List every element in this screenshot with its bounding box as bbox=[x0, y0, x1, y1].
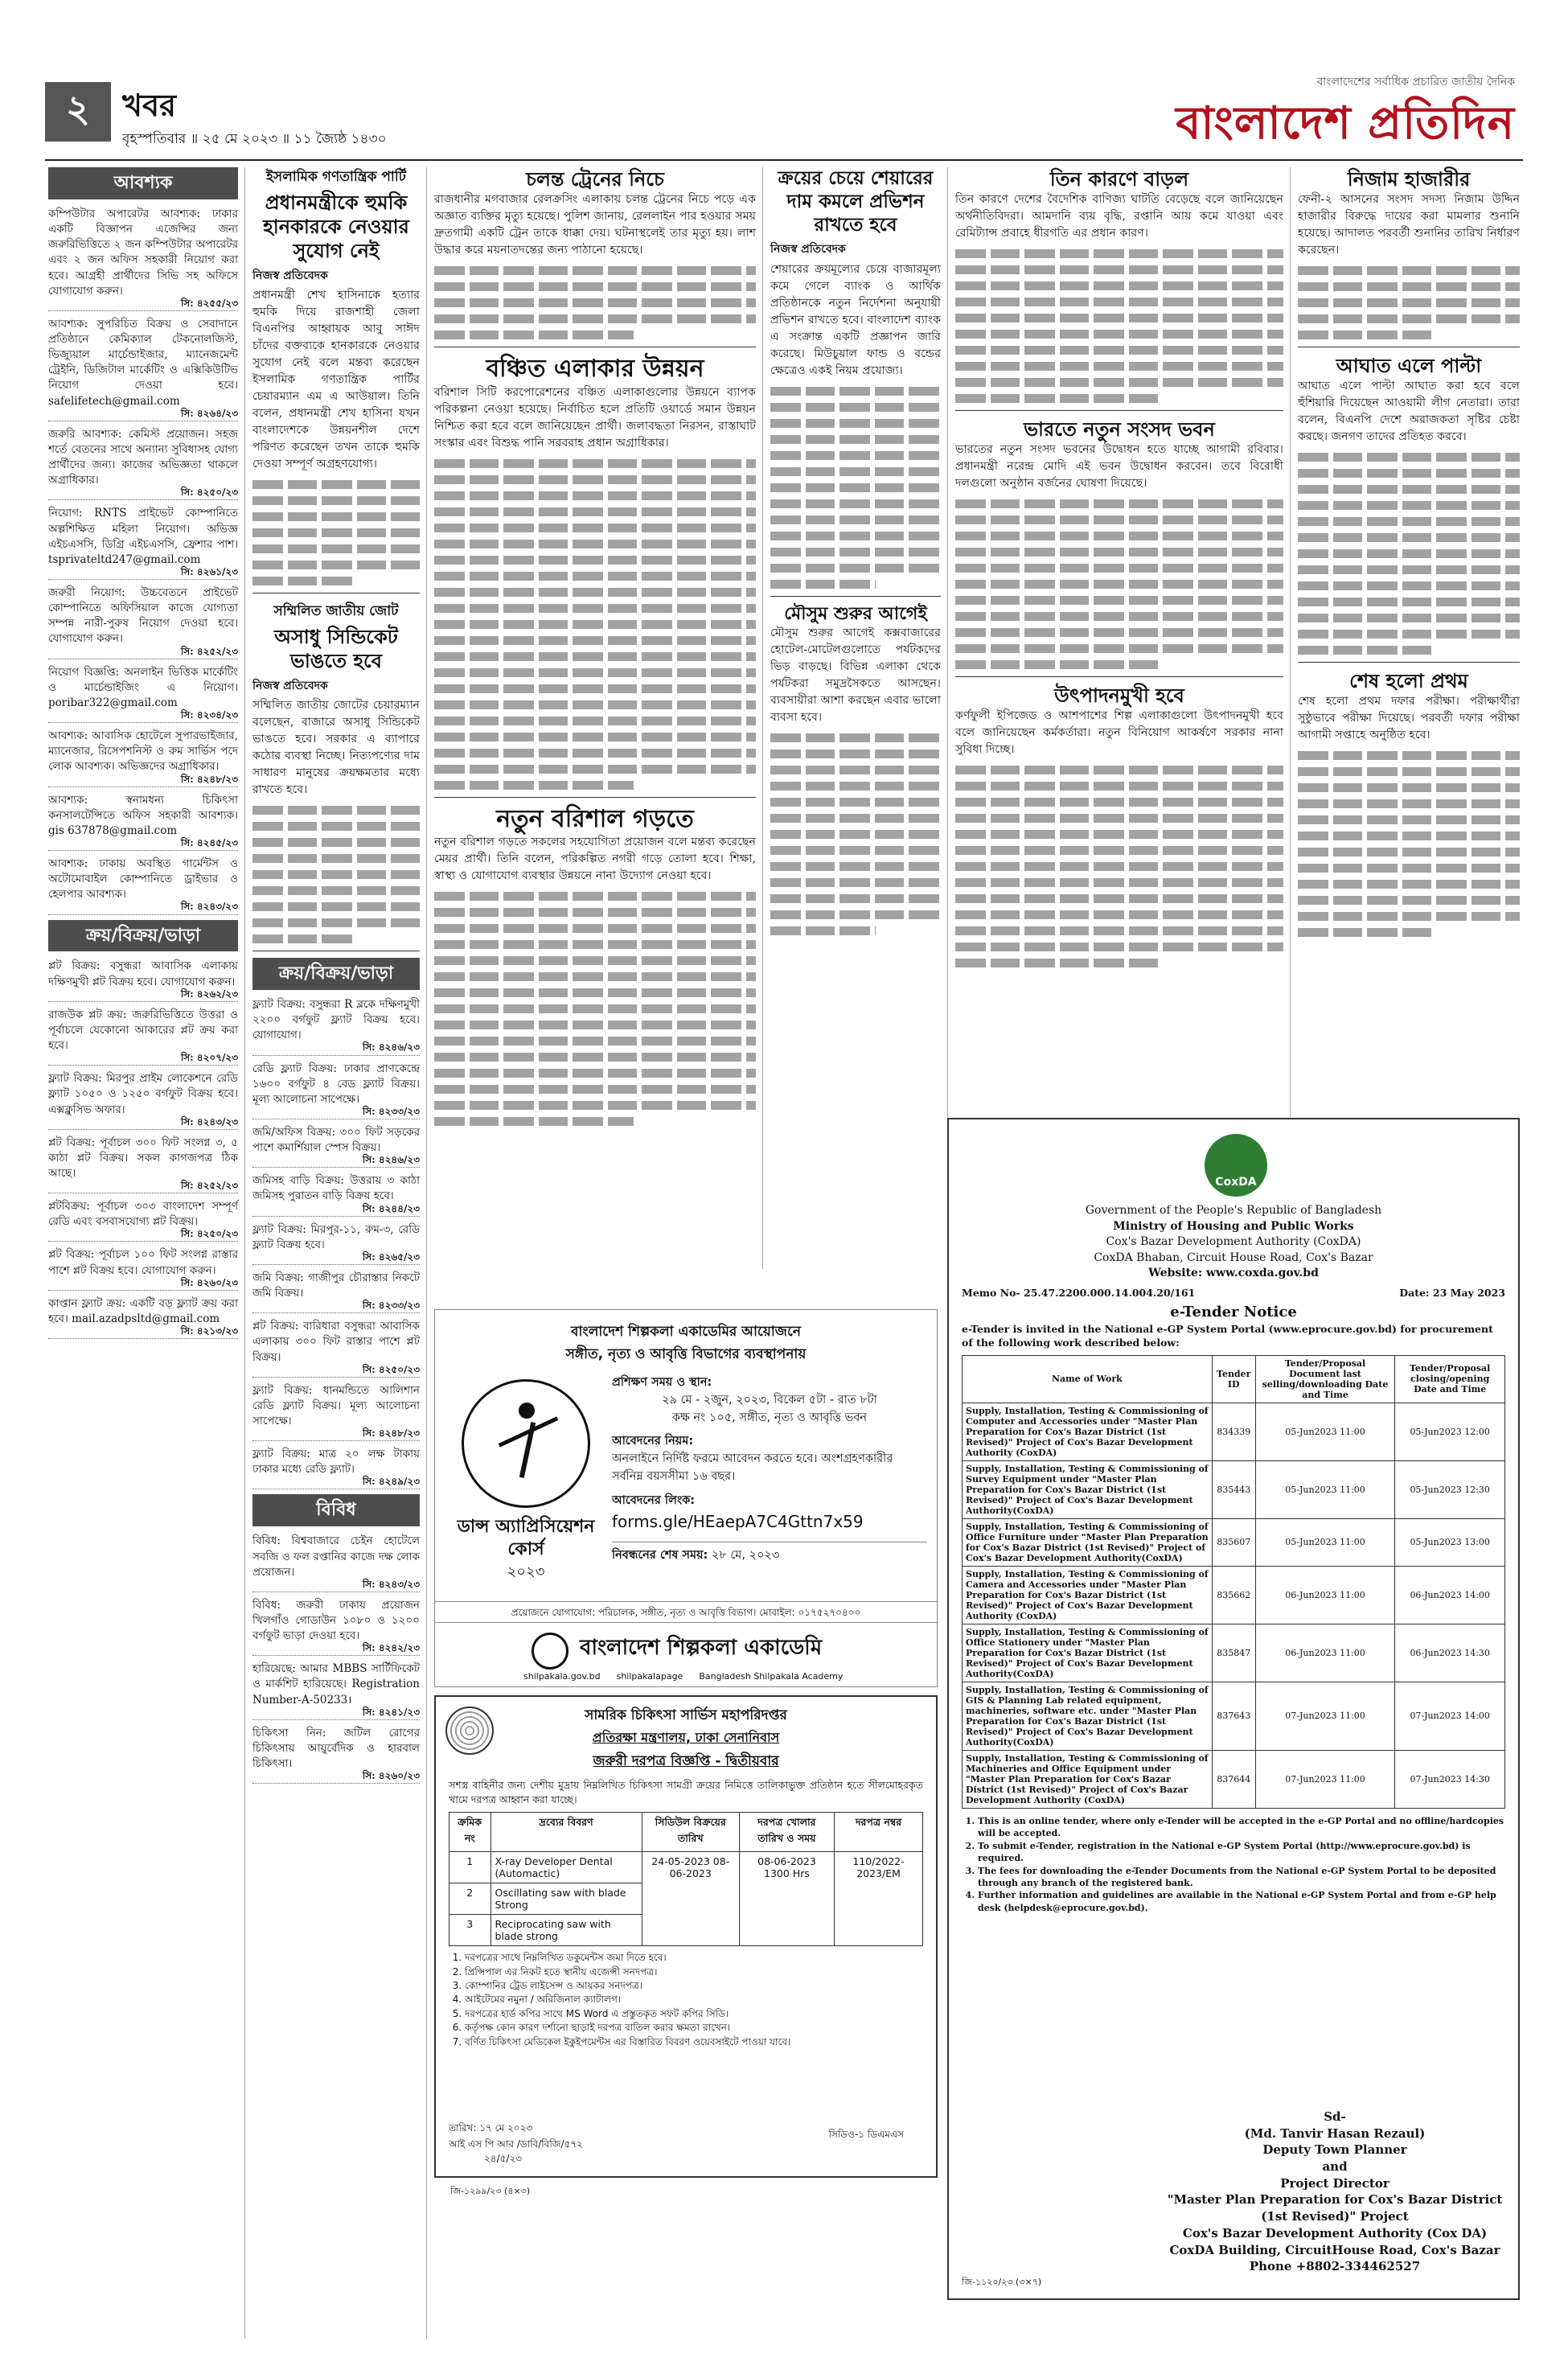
table-header: Tender ID bbox=[1212, 1355, 1255, 1403]
table-row bbox=[963, 1566, 1505, 1624]
table-header: Tender/Proposal closing/opening Date and Time bbox=[1395, 1355, 1505, 1403]
table-header: Name of Work bbox=[963, 1355, 1213, 1403]
tender-number: 110/2022-2023/EM bbox=[835, 1852, 923, 1946]
classified-code: সি: ৪২৪৪/২৩ bbox=[362, 1202, 420, 1214]
classified-code: সি: ৪২৩৪/২৩ bbox=[180, 709, 238, 721]
memo-number: Memo No- 25.47.2200.000.14.004.20/161 bbox=[962, 1286, 1196, 1299]
academy-logo-icon bbox=[532, 1633, 569, 1670]
sale-dates: 24-05-2023 08-06-2023 bbox=[642, 1852, 739, 1946]
classified-ad bbox=[48, 791, 238, 851]
course-badge bbox=[449, 1371, 602, 1596]
headline-season: মৌসুম শুরুর আগেই bbox=[784, 603, 927, 624]
medical-date: তারিখ: ১৭ মে ২০২৩ bbox=[449, 2122, 533, 2134]
classified-ad bbox=[252, 1059, 420, 1119]
notice-date: Date: 23 May 2023 bbox=[1399, 1286, 1505, 1299]
item-number: 2 bbox=[449, 1883, 491, 1915]
tender-closing-date: 07-Jun2023 14:30 bbox=[1395, 1750, 1505, 1808]
medical-signer: সিডিও-১ ডিএমএস bbox=[828, 2129, 904, 2140]
classified-code: সি: ৪২৫০/২৩ bbox=[362, 1363, 420, 1375]
signer-org: Cox's Bazar Development Authority (Cox DA) bbox=[1182, 2225, 1488, 2241]
note-item: 3. The fees for downloading the e-Tender Documents from the National e-GP System Portal to be deposited through any branch of the registered bank. bbox=[978, 1865, 1505, 1890]
classified-code: সি: ৪২৪৮/২৩ bbox=[180, 773, 238, 785]
medical-ref-date: ২৪/৫/২৩ bbox=[484, 2153, 523, 2164]
classified-text: রেডি ফ্ল্যাট বিক্রয়: ঢাকার প্রাণকেন্দ্রে ১৬০০ বর্গফুট ৪ বেড ফ্ল্যাট বিক্রয়। মূল্য আলোচনা সাপেক্ষে। bbox=[252, 1062, 420, 1106]
classified-text: ফ্ল্যাট বিক্রয়: ধানমন্ডিতে আলিশান রেডি ফ্ল্যাট বিক্রয়। মূল্য আলোচনা সাপেক্ষে। bbox=[252, 1383, 420, 1427]
signer-address: CoxDA Building, CircuitHouse Road, Cox's Bazar bbox=[1169, 2242, 1500, 2257]
dance-course-ad bbox=[434, 1309, 938, 1687]
form-label: আবেদনের লিংক: bbox=[612, 1493, 696, 1507]
byline: নিজস্ব প্রতিবেদক bbox=[252, 679, 328, 692]
tender-work-name: Supply, Installation, Testing & Commissioning of Office Furniture under "Master Plan Preparation for Cox's Bazar District (1st Revised)" Project of Cox's Bazar Development Authority(CoxDA) bbox=[963, 1518, 1213, 1566]
classified-text: জরুরি আবশ্যক: কেমিস্ট প্রয়োজন। সহজ শর্তে বেতনের সাথে অন্যান্য সুবিধাসহ যোগ্য প্রার্থীদের জন্য। কাজের অভিজ্ঞতা থাকলে অগ্রাধিকার। bbox=[48, 427, 238, 487]
authority-name: Cox's Bazar Development Authority (CoxDA) bbox=[1106, 1235, 1361, 1249]
note-item: 4. আইটেমের নমুনা / অরিজিনাল ক্যাটালগ। bbox=[465, 1993, 923, 2006]
classified-code: সি: ৪২১৩/২৩ bbox=[180, 1325, 238, 1337]
headline-train: চলন্ত ট্রেনের নিচে bbox=[526, 168, 664, 191]
table-row bbox=[449, 1852, 923, 1883]
headline-production: উৎপাদনমুখী হবে bbox=[1054, 684, 1184, 708]
column-divider bbox=[244, 167, 245, 2339]
table-header: ক্রমিক নং bbox=[449, 1813, 491, 1852]
section-name: খবর bbox=[122, 87, 177, 123]
classified-code: সি: ৪২৫০/২৩ bbox=[180, 487, 238, 499]
tender-closing-date: 05-Jun2023 12:00 bbox=[1395, 1403, 1505, 1460]
ad-subtitle: সঙ্গীত, নৃত্য ও আবৃত্তি বিভাগের ব্যবস্থাপনায় bbox=[565, 1346, 807, 1362]
tender-id: 835847 bbox=[1212, 1624, 1255, 1682]
classified-code: সি: ৪২৩৩/২৩ bbox=[362, 1105, 420, 1117]
column-divider bbox=[426, 167, 427, 2339]
classified-ad bbox=[48, 726, 238, 787]
classified-text: প্লট বিক্রয়: বারিধারা বসুন্ধরা আবাসিক এলাকায় ৩০০ ফিট রাস্তার পাশে প্লট বিক্রয়। bbox=[252, 1320, 420, 1364]
tender-closing-date: 05-Jun2023 12:30 bbox=[1395, 1460, 1505, 1518]
medical-ad-code: জি-১২৯৯/২৩ (৪×৩) bbox=[450, 2186, 531, 2196]
deadline-value: ২৮ মে, ২০২৩ bbox=[711, 1549, 780, 1563]
classified-ad bbox=[252, 1316, 420, 1377]
authority-address: CoxDA Bhaban, Circuit House Road, Cox's Bazar bbox=[1094, 1251, 1373, 1264]
classified-code: সি: ৪২৪৩/২৩ bbox=[180, 1115, 238, 1127]
tender-closing-date: 05-Jun2023 13:00 bbox=[1395, 1518, 1505, 1566]
signer-project: "Master Plan Preparation for Cox's Bazar District (1st Revised)" Project bbox=[1167, 2192, 1503, 2224]
classified-ad bbox=[252, 995, 420, 1055]
signer-title: Deputy Town Planner bbox=[1262, 2142, 1407, 2158]
classified-ad bbox=[48, 854, 238, 914]
tender-selling-date: 05-Jun2023 11:00 bbox=[1255, 1403, 1395, 1460]
tender-ad-code: জি-১১২০/২৩ (৩×৭) bbox=[962, 2277, 1042, 2287]
classified-code: সি: ৪২৬৫/২৩ bbox=[362, 1251, 420, 1263]
classified-text: হারিয়েছে: আমার MBBS সার্টিফিকেট ও মার্কশিট হারিয়েছে। Registration Number-A-50233। bbox=[252, 1662, 420, 1707]
item-number: 1 bbox=[449, 1852, 491, 1883]
classified-code: সি: ৪২০৭/২৩ bbox=[180, 1052, 238, 1064]
signer-role: Project Director bbox=[1280, 2175, 1389, 2191]
note-item: 6. কর্তৃপক্ষ কোন কারণ দর্শানো ছাড়াই দরপত্র বাতিল করার ক্ষমতা রাখেন। bbox=[465, 2021, 923, 2035]
classified-code: সি: ৪২৪৫/২৩ bbox=[180, 837, 238, 849]
medical-ministry: প্রতিরক্ষা মন্ত্রণালয়, ঢাকা সেনানিবাস bbox=[592, 1730, 780, 1745]
tender-closing-date: 06-Jun2023 14:00 bbox=[1395, 1566, 1505, 1624]
classified-text: রাজউক প্লট ক্রয়: জরুরিভিত্তিতে উত্তরা ও পূর্বাচলে যেকোনো আকারের প্লট ক্রয় করা হবে। bbox=[48, 1008, 238, 1053]
table-header: Tender/Proposal Document last selling/downloading Date and Time bbox=[1255, 1355, 1395, 1403]
article-body: আঘাত এলে পাল্টা আঘাত করা হবে বলে হুঁশিয়ারি দিয়েছেন আওয়ামী লীগ নেতারা। তারা বলেন, বিএনপি দেশে অরাজকতা সৃষ্টির চেষ্টা করছে। জনগণ তাদের প্রতিহত করবে। bbox=[1298, 380, 1520, 444]
classified-code: সি: ৪২৫২/২৩ bbox=[180, 1180, 238, 1192]
tender-selling-date: 05-Jun2023 11:00 bbox=[1255, 1518, 1395, 1566]
tender-selling-date: 06-Jun2023 11:00 bbox=[1255, 1624, 1395, 1682]
classified-ad bbox=[48, 1005, 238, 1066]
tender-table bbox=[962, 1355, 1505, 1809]
tender-work-name: Supply, Installation, Testing & Commissioning of Computer and Accessories under "Master Plan Preparation for Cox's Bazar District (1st Revised)" Project of Cox's Bazar Development Authority (CoxDA) bbox=[963, 1403, 1213, 1460]
classified-text: ফ্ল্যাট বিক্রয়: মিরপুর-১১, রুম-৩, রেডি ফ্ল্যাট বিক্রয় হবে। bbox=[252, 1222, 420, 1251]
issue-date: বৃহস্পতিবার ॥ ২৫ মে ২০২৩ ॥ ১১ জ্যৈষ্ঠ ১৪৩০ bbox=[122, 131, 387, 147]
tender-id: 837643 bbox=[1212, 1682, 1255, 1750]
classified-code: সি: ৪২৪৯/২৩ bbox=[362, 1476, 420, 1488]
classified-ad bbox=[252, 1659, 420, 1719]
ministry-name: Ministry of Housing and Public Works bbox=[1113, 1219, 1354, 1233]
tender-closing-date: 06-Jun2023 14:30 bbox=[1395, 1624, 1505, 1682]
notice-title: e-Tender Notice bbox=[1170, 1303, 1297, 1320]
classified-ad bbox=[252, 1381, 420, 1441]
tender-id: 835443 bbox=[1212, 1460, 1255, 1518]
byline: নিজস্ব প্রতিবেদক bbox=[770, 243, 846, 257]
classified-ad bbox=[252, 1723, 420, 1784]
table-header: সিডিউল বিক্রয়ের তারিখ bbox=[642, 1813, 739, 1852]
classified-code: সি: ৪২৪২/২৩ bbox=[362, 1642, 420, 1654]
classified-ad bbox=[48, 1069, 238, 1129]
article-body: নতুন বরিশাল গড়তে সকলের সহযোগিতা প্রয়োজন বলে মন্তব্য করেছেন মেয়র প্রার্থী। তিনি বলেন, পরিকল্পিত নগরী গড়ে তোলা হবে। শিক্ষা, স্বাস্থ্য ও যোগাযোগ ব্যবস্থার উন্নয়নে নানা উদ্যোগ নেওয়া হবে। bbox=[434, 836, 756, 883]
classified-ad bbox=[48, 663, 238, 723]
classified-text: প্লট বিক্রয়: পূর্বাচল ৩০০ ফিট সংলগ্ন ৩, ৫ কাঠা প্লট বিক্রয়। সকল কাগজপত্র ঠিক আছে। bbox=[48, 1136, 238, 1180]
medical-notes bbox=[436, 1946, 936, 2049]
classified-code: সি: ৪২৫০/২৩ bbox=[180, 1228, 238, 1240]
classified-ad bbox=[48, 425, 238, 501]
classifieds-header-buy-sell: ক্রয়/বিক্রয়/ভাড়া bbox=[252, 958, 420, 990]
medical-title: জরুরী দরপত্র বিজ্ঞপ্তি - দ্বিতীয়বার bbox=[593, 1753, 779, 1769]
classified-code: সি: ৪২৪৩/২৩ bbox=[362, 1578, 420, 1590]
eligibility-label: আবেদনের নিয়ম: bbox=[612, 1435, 694, 1448]
classified-ad bbox=[48, 583, 238, 659]
open-date: 08-06-2023 1300 Hrs bbox=[739, 1852, 834, 1946]
signer-name: (Md. Tanvir Hasan Rezaul) bbox=[1244, 2126, 1426, 2141]
classified-code: সি: ৪২৪৩/২৩ bbox=[180, 901, 238, 913]
classified-text: জমি বিক্রয়: গাজীপুর চৌরাস্তার নিকটে জমি বিক্রয়। bbox=[252, 1271, 420, 1300]
tender-work-name: Supply, Installation, Testing & Commissioning of Machineries and Office Equipment under "Master Plan Preparation for Cox's Bazar District (1st Revised)" Project of Cox's Bazar Development Authority (CoxDA) bbox=[963, 1750, 1213, 1808]
column-divider bbox=[762, 167, 763, 1269]
classifieds-header-misc: বিবিধ bbox=[252, 1494, 420, 1526]
table-row bbox=[963, 1518, 1505, 1566]
classified-text: আবশ্যক: সুপরিচিত বিক্রয় ও সেবাদানে প্রতিষ্ঠানে কেমিক্যাল টেকনোলজিস্ট, ভিজ্যুয়াল মার্চেন্ডাইজার, ম্যানেজমেন্ট ট্রেইনি, ডিজিটাল মার্কেটিং ও এক্সিকিউটিভ নিয়োগ দেওয়া হবে। safelifetech@gmail.com bbox=[48, 317, 238, 408]
authority-website: Website: www.coxda.gov.bd bbox=[1148, 1267, 1319, 1280]
article-body: কর্ণফুলী ইপিজেড ও আশপাশের শিল্প এলাকাগুলো উৎপাদনমুখী হবে বলে জানিয়েছেন কর্মকর্তারা। নতুন বিনিয়োগ আকর্ষণে সরকার নানা সুবিধা দিচ্ছে। bbox=[955, 709, 1283, 757]
academy-website[interactable]: shilpakala.gov.bd bbox=[523, 1671, 601, 1682]
classified-text: জমিসহ বাড়ি বিক্রয়: উত্তরায় ৩ কাঠা জমিসহ পুরাতন বাড়ি বিক্রয় হবে। bbox=[252, 1174, 420, 1203]
course-name: ডান্স অ্যাপ্রিসিয়েশন কোর্স bbox=[457, 1517, 595, 1559]
classified-text: জমি/অফিস বিক্রয়: ৩০০ ফিট সড়কের পাশে কমার্শিয়াল স্পেস বিক্রয়। bbox=[252, 1125, 420, 1155]
eligibility-value: অনলাইনে নির্দিষ্ট ফরমে আবেদন করতে হবে। অংশগ্রহণকারীর সর্বনিম্ন বয়সসীমা ১৬ বছর। bbox=[612, 1452, 893, 1483]
tender-selling-date: 06-Jun2023 11:00 bbox=[1255, 1566, 1395, 1624]
table-row bbox=[963, 1624, 1505, 1682]
medical-tender-ad bbox=[434, 1695, 938, 2178]
article-body: শেয়ারের ক্রয়মূল্যের চেয়ে বাজারমূল্য কমে গেলে ব্যাংক ও আর্থিক প্রতিষ্ঠানকে নতুন নির্দেশনা অনুযায়ী প্রভিশন রাখতে হবে। বাংলাদেশ ব্যাংক এ সংক্রান্ত একটি প্রজ্ঞাপন জারি করেছে। মিউচুয়াল ফান্ড ও বন্ডের ক্ষেত্রেও একই নিয়ম প্রযোজ্য। bbox=[770, 262, 941, 377]
classified-text: প্লট বিক্রয়: বসুন্ধরা আবাসিক এলাকায় দক্ষিণমুখী প্লট বিক্রয় হবে। যোগাযোগ করুন। bbox=[48, 959, 238, 988]
medical-intro: সশস্ত্র বাহিনীর জন্য দেশীয় মুদ্রায় নিম্নলিখিত চিকিৎসা সামগ্রী ক্রয়ের নিমিত্তে তালিকাভুক্ত প্রতিষ্ঠান হতে সীলমোহরকৃত খামে দরপত্র আহ্বান করা যাচ্ছে। bbox=[449, 1779, 923, 1806]
article-body: ভারতের নতুন সংসদ ভবনের উদ্বোধন হতে যাচ্ছে আগামী রবিবার। প্রধানমন্ত্রী নরেন্দ্র মোদি এই ভবন উদ্বোধন করবেন। তবে বিরোধী দলগুলো অনুষ্ঠান বর্জনের ঘোষণা দিয়েছে। bbox=[955, 443, 1283, 491]
classified-ad bbox=[48, 956, 238, 1001]
classified-code: সি: ৪২৪৮/২৩ bbox=[362, 1427, 420, 1440]
classified-text: আবশ্যক: আবাসিক হোটেলে সুপারভাইজার, ম্যানেজার, রিসেপশনিস্ট ও রুম সার্ভিস পদে লোক আবশ্যক। অভিজ্ঞদের অগ্রাধিকার। bbox=[48, 729, 238, 774]
classified-code: সি: ৪২৬১/২৩ bbox=[180, 565, 238, 577]
classified-code: সি: ৪২৫২/২৩ bbox=[180, 645, 238, 657]
academy-youtube[interactable]: Bangladesh Shilpakala Academy bbox=[699, 1671, 844, 1682]
classified-text: ফ্ল্যাট বিক্রয়: বসুন্ধরা R ব্লকে দক্ষিণমুখী ২২০০ বর্গফুট ফ্ল্যাট বিক্রয় হবে। যোগাযোগ। bbox=[252, 998, 420, 1042]
classified-text: বিবিধ: বিশ্ববাজারে চেইন হোটেলে সবজি ও ফল রপ্তানির কাজে দক্ষ লোক প্রয়োজন। bbox=[252, 1534, 420, 1579]
headline-kicker: সম্মিলিত জাতীয় জোট bbox=[273, 603, 399, 620]
tagline: বাংলাদেশের সর্বাধিক প্রচারিত জাতীয় দৈনিক bbox=[1316, 76, 1515, 88]
classified-code: সি: ৪২৫৫/২৩ bbox=[180, 297, 238, 309]
classified-code: সি: ৪২৩৩/২৩ bbox=[362, 1300, 420, 1312]
tender-closing-date: 07-Jun2023 14:00 bbox=[1395, 1682, 1505, 1750]
note-item: 3. কোম্পানির ট্রেড লাইসেন্স ও আয়কর সনদপত্র। bbox=[465, 1979, 923, 1993]
note-item: 1. দরপত্রের সাথে নিম্নলিখিত ডকুমেন্টস জমা দিতে হবে। bbox=[465, 1951, 923, 1965]
classified-ad bbox=[252, 1444, 420, 1489]
schedule-value: ২৯ মে - ২জুন, ২০২৩, বিকেল ৫টা - রাত ৮টা bbox=[662, 1393, 877, 1407]
classified-ad bbox=[48, 1133, 238, 1193]
classified-text: কাপ্তান ফ্ল্যাট ক্রয়: একটি বড় ফ্ল্যাট ক্রয় করা হবে। mail.azadpsltd@gmail.com bbox=[48, 1296, 238, 1325]
note-item: 5. দরপত্রের হার্ড কপির সাথে MS Word এ প্রস্তুতকৃত সফট কপির সিডি। bbox=[465, 2007, 923, 2021]
table-header: দরপত্র নম্বর bbox=[835, 1813, 923, 1852]
classified-text: প্লট বিক্রয়: পূর্বাচল ১০০ ফিট সংলগ্ন রাস্তার পাশে প্লট বিক্রয় হবে। যোগাযোগ করুন। bbox=[48, 1248, 238, 1277]
classified-code: সি: ৪২৬৪/২৩ bbox=[180, 407, 238, 419]
ad-organizer: বাংলাদেশ শিল্পকলা একাডেমির আয়োজনে bbox=[571, 1324, 801, 1340]
classifieds-column-1 bbox=[48, 167, 238, 1342]
news-column-5 bbox=[770, 167, 941, 943]
emblem-icon bbox=[445, 1707, 494, 1755]
classified-code: সি: ৪২৬০/২৩ bbox=[180, 1276, 238, 1288]
dancer-icon bbox=[462, 1379, 590, 1508]
coxda-logo-icon: CoxDA bbox=[1205, 1134, 1267, 1197]
classified-text: আবশ্যক: স্বনামধন্য চিকিৎসা কনসালটেন্সিতে অফিস সহকারী আবশ্যক। gis 637878@gmail.com bbox=[48, 793, 238, 837]
tender-selling-date: 05-Jun2023 11:00 bbox=[1255, 1460, 1395, 1518]
article-body: সম্মিলিত জাতীয় জোটের চেয়ারম্যান বলেছেন, বাজারে অসাধু সিন্ডিকেট ভাঙতে হবে। সরকার এ ব্যাপারে কঠোর ব্যবস্থা নিচ্ছে। নিত্যপণ্যের দাম সাধারণ মানুষের ক্রয়ক্ষমতার মধ্যে রাখতে হবে। bbox=[252, 699, 420, 797]
classified-text: চিকিৎসা নিন: জটিল রোগের চিকিৎসায় আয়ুর্বেদিক ও হারবাল চিকিৎসা। bbox=[252, 1726, 420, 1771]
headline-islamic-party: প্রধানমন্ত্রীকে হুমকি হানকারকে নেওয়ার সুযোগ নেই bbox=[263, 191, 409, 262]
classifieds-header-buy-sell: ক্রয়/বিক্রয়/ভাড়া bbox=[48, 920, 238, 952]
headline-three-reasons: তিন কারণে বাড়ল bbox=[1049, 168, 1189, 191]
tender-signature-block bbox=[1158, 2109, 1512, 2275]
article-body: মৌসুম শুরুর আগেই কক্সবাজারের হোটেল-মোটেলগুলোতে পর্যটকদের ভিড় বাড়ছে। বিভিন্ন এলাকা থেকে পর্যটকরা সমুদ্রসৈকতে আসছেন। ব্যবসায়ীরা আশা করছেন এবার ভালো ব্যবসা হবে। bbox=[770, 626, 941, 725]
classified-text: কম্পিউটার অপারেটর আবশ্যক: ঢাকার একটি বিজ্ঞাপন এজেন্সির জন্য জরুরিভিত্তিতে ২ জন কম্পিউটার অপারেটর এবং ২ জন অফিস সহকারী নিয়োগ করা হবে। আগ্রহী প্রার্থীদের সিভি সহ অফিসে যোগাযোগ করুন। bbox=[48, 207, 238, 298]
classified-text: জরুরী নিয়োগ: উচ্চবেতনে প্রাইভেট কোম্পানিতে অফিসিয়াল কাজে যোগ্যতা সম্পন্ন নারী-পুরুষ নিয়োগ দেওয়া হবে। যোগাযোগ করুন। bbox=[48, 586, 238, 646]
news-column-3 bbox=[434, 167, 756, 1133]
news-column-6 bbox=[955, 167, 1283, 975]
note-item: 1. This is an online tender, where only e-Tender will be accepted in the e-GP Portal and no offline/hardcopies will be accepted. bbox=[978, 1815, 1505, 1840]
academy-social[interactable]: shilpakalapage bbox=[616, 1671, 683, 1682]
page-number: ২ bbox=[45, 82, 111, 142]
classified-ad bbox=[48, 503, 238, 580]
signature-sd: Sd- bbox=[1324, 2109, 1346, 2124]
tender-work-name: Supply, Installation, Testing & Commissioning of Office Stationery under "Master Plan Preparation for Cox's Bazar District (1st Revised)" Project of Cox's Bazar Development Authority(CoxDA) bbox=[963, 1624, 1213, 1682]
medical-org: সামরিক চিকিৎসা সার্ভিস মহাপরিদপ্তর bbox=[585, 1707, 787, 1723]
newspaper-logo: বাংলাদেশ প্রতিদিন bbox=[1176, 97, 1515, 150]
classified-text: ফ্ল্যাট বিক্রয়: মিরপুর প্রাইম লোকেশনে রেডি ফ্ল্যাট ১০৫০ ও ১২৫০ বর্গফুট বিক্রয় হবে। এক্সক্লুসিভ অফার। bbox=[48, 1072, 238, 1116]
classified-ad bbox=[252, 1171, 420, 1216]
contact-line: প্রয়োজনে যোগাযোগ: পরিচালক, সঙ্গীত, নৃত্য ও আবৃত্তি বিভাগ। মোবাইল: ০১৭৫২৭০৪০০ bbox=[435, 1601, 937, 1622]
signer-phone: Phone +8802-334462527 bbox=[1249, 2259, 1421, 2274]
classified-code: সি: ৪২৪৬/২৩ bbox=[362, 1041, 420, 1054]
classified-ad bbox=[252, 1531, 420, 1592]
classified-ad bbox=[48, 1197, 238, 1242]
masthead bbox=[45, 72, 1523, 161]
article-body: বরিশাল সিটি করপোরেশনের বঞ্চিত এলাকাগুলোর উন্নয়নে ব্যাপক পরিকল্পনা নেওয়া হয়েছে। নির্বাচিত হলে প্রতিটি ওয়ার্ডে সমান উন্নয়ন নিশ্চিত করা হবে বলে জানিয়েছেন প্রার্থী। জলাবদ্ধতা নিরসন, রাস্তাঘাট সংস্কার এবং বিশুদ্ধ পানি সরবরাহ প্রধান অগ্রাধিকার। bbox=[434, 385, 756, 450]
tender-id: 834339 bbox=[1212, 1403, 1255, 1460]
headline-strike-back: আঘাত এলে পাল্টা bbox=[1336, 355, 1482, 378]
classified-code: সি: ৪২৪৬/২৩ bbox=[362, 1154, 420, 1166]
classified-text: নিয়োগ বিজ্ঞপ্তি: অনলাইন ভিত্তিক মার্কেটিং ও মার্চেন্ডাইজিং এ নিয়োগ। poribar322@gmail.com bbox=[48, 665, 238, 709]
headline-first-end: শেষ হলো প্রথম bbox=[1349, 670, 1468, 693]
tender-work-name: Supply, Installation, Testing & Commissioning of Camera and Accessories under "Master Plan Preparation for Cox's Bazar District (1st Revised)" Project of Cox's Bazar Development Authority (CoxDA) bbox=[963, 1566, 1213, 1624]
tender-notes bbox=[949, 1809, 1518, 1914]
note-item: 2. প্রিন্সিপাল এর নিকট হতে স্থানীয় এজেন্সী সনদপত্র। bbox=[465, 1965, 923, 1979]
course-year: ২০২৩ bbox=[507, 1563, 545, 1580]
note-item: 2. To submit e-Tender, registration in the National e-GP System Portal (http://www.eprocure.gov.bd) is required. bbox=[978, 1840, 1505, 1865]
news-column-8 bbox=[1298, 167, 1520, 944]
headline-nizam: নিজাম হাজারীর bbox=[1347, 168, 1471, 191]
tender-selling-date: 07-Jun2023 11:00 bbox=[1255, 1750, 1395, 1808]
table-header: দরপত্র খোলার তারিখ ও সময় bbox=[739, 1813, 834, 1852]
item-description: Reciprocating saw with blade strong bbox=[491, 1915, 642, 1946]
notice-intro: e-Tender is invited in the National e-GP System Portal (www.eprocure.gov.bd) for procurement of the following work described below: bbox=[962, 1322, 1493, 1349]
classified-ad bbox=[48, 204, 238, 311]
tender-id: 835662 bbox=[1212, 1566, 1255, 1624]
headline-kicker: ইসলামিক গণতান্ত্রিক পার্টি bbox=[266, 169, 406, 185]
academy-name: বাংলাদেশ শিল্পকলা একাডেমি bbox=[580, 1636, 823, 1660]
headline-new-barisal: নতুন বরিশাল গড়তে bbox=[496, 804, 694, 833]
note-item: 7. বর্ণিত চিকিৎসা মেডিকেল ইকুইপমেন্টস এর বিস্তারিত বিবরণ ওয়েবসাইটে পাওয়া যাবে। bbox=[465, 2035, 923, 2049]
article-body: প্রধানমন্ত্রী শেখ হাসিনাকে হত্যার হুমকি দিয়ে রাজশাহী জেলা বিএনপির আহ্বায়ক আবু সাঈদ চাঁদের বক্তব্যকে হানকারকে নেওয়ার সুযোগ নেই বলে মন্তব্য করেছেন ইসলামিক গণতান্ত্রিক পার্টির চেয়ারম্যান এম এ আউয়াল। তিনি বলেন, প্রধানমন্ত্রী শেখ হাসিনা যখন বাংলাদেশকে উন্নয়নশীল দেশে পরিণত করেছেন তখন তাকে হুমকি দেওয়া সম্পূর্ণ অগ্রহণযোগ্য। bbox=[252, 288, 420, 471]
classified-code: সি: ৪২৪১/২৩ bbox=[362, 1706, 420, 1718]
column-divider bbox=[1290, 167, 1291, 1269]
deadline-label: নিবন্ধনের শেষ সময়: bbox=[612, 1549, 708, 1563]
item-description: X-ray Developer Dental (Automactic) bbox=[491, 1852, 642, 1883]
gov-name: Government of the People's Republic of Bangladesh bbox=[1085, 1204, 1382, 1217]
signer-title-and: and bbox=[1322, 2159, 1348, 2175]
coxda-tender-ad bbox=[947, 1118, 1520, 2300]
academy-footer bbox=[435, 1622, 937, 1686]
headline-india-parliament: ভারতে নতুন সংসদ ভবন bbox=[1024, 418, 1215, 442]
table-row bbox=[963, 1460, 1505, 1518]
item-description: Oscillating saw with blade Strong bbox=[491, 1883, 642, 1915]
medical-ref: আই এস পি আর /ডাবি/বিজি/৫৭২ bbox=[449, 2138, 583, 2150]
tender-work-name: Supply, Installation, Testing & Commissioning of Survey Equipment under "Master Plan Preparation for Cox's Bazar District (1st Revised)" Project of Cox's Bazar Development Authority(CoxDA) bbox=[963, 1460, 1213, 1518]
headline-share-price: ক্রয়ের চেয়ে শেয়ারের দাম কমলে প্রভিশন রাখতে হবে bbox=[778, 168, 934, 236]
classified-code: সি: ৪২৬০/২৩ bbox=[362, 1770, 420, 1782]
classified-ad bbox=[48, 1294, 238, 1339]
schedule-label: প্রশিক্ষণ সময় ও স্থান: bbox=[612, 1376, 712, 1389]
note-item: 4. Further information and guidelines are available in the National e-GP System Portal and from e-GP help desk (helpdesk@eprocure.gov.bd). bbox=[978, 1889, 1505, 1914]
course-details bbox=[612, 1374, 927, 1565]
tender-work-name: Supply, Installation, Testing & Commissioning of GIS & Planning Lab related equipment, machineries, software etc. under "Master Plan Preparation for Cox's Bazar District (1st Revised)" Project of Cox's Bazar Development Authority(CoxDA) bbox=[963, 1682, 1213, 1750]
article-body: ফেনী-২ আসনের সংসদ সদস্য নিজাম উদ্দিন হাজারীর বিরুদ্ধে দায়ের করা মামলার শুনানি হয়েছে। আদালত পরবর্তী শুনানির তারিখ নির্ধারণ করেছেন। bbox=[1298, 193, 1520, 257]
classified-text: নিয়োগ: RNTS প্রাইভেট কোম্পানিতে অল্পশিক্ষিত মহিলা নিয়োগ। অভিজ্ঞ এইচএসসি, ডিগ্রি এইচএসসি, ফ্রেশার পাশ। tsprivateltd247@gmail.com bbox=[48, 507, 238, 566]
headline-barisal-development: বঞ্চিত এলাকার উন্নয়ন bbox=[486, 355, 704, 384]
table-row bbox=[963, 1403, 1505, 1460]
classifieds-header-needed: আবশ্যক bbox=[48, 167, 238, 199]
tender-id: 835607 bbox=[1212, 1518, 1255, 1566]
medical-items-table bbox=[449, 1812, 923, 1946]
classified-text: ফ্ল্যাট বিক্রয়: মাত্র ২০ লক্ষ টাকায় ঢাকার মধ্যে রেডি ফ্ল্যাট। bbox=[252, 1448, 420, 1477]
table-row bbox=[963, 1750, 1505, 1808]
article-body: রাজধানীর মগবাজার রেলক্রসিং এলাকায় চলন্ত ট্রেনের নিচে পড়ে এক অজ্ঞাত ব্যক্তির মৃত্যু হয়েছে। পুলিশ জানায়, রেললাইন পার হওয়ার সময় দ্রুতগামী একটি ট্রেন তাকে ধাক্কা দেয়। ঘটনাস্থলেই তার মৃত্যু হয়। লাশ উদ্ধার করে ময়নাতদন্তের জন্য পাঠানো হয়েছে। bbox=[434, 193, 756, 257]
article-body: তিন কারণে দেশের বৈদেশিক বাণিজ্য ঘাটতি বেড়েছে বলে জানিয়েছেন অর্থনীতিবিদরা। আমদানি ব্যয় বৃদ্ধি, রপ্তানি আয় কমে যাওয়া এবং রেমিট্যান্স প্রবাহে ধীরগতি এর প্রধান কারণ। bbox=[955, 193, 1283, 240]
byline: নিজস্ব প্রতিবেদক bbox=[252, 269, 328, 282]
form-link[interactable]: forms.gle/HEaepA7C4Gttn7x59 bbox=[612, 1512, 864, 1532]
table-row bbox=[963, 1682, 1505, 1750]
classified-ad bbox=[48, 1245, 238, 1290]
classified-text: বিবিধ: জরুরী ঢাকায় প্রয়োজন খিলগাঁও গোডাউন ১০৮০ ও ১২০০ বর্গফুট ভাড়া দেওয়া হবে। bbox=[252, 1598, 420, 1643]
classified-ad bbox=[48, 314, 238, 421]
classified-text: আবশ্যক: ঢাকায় অবস্থিত গার্মেন্টস ও অটোমোবাইল কোম্পানিতে ড্রাইভার ও হেলপার আবশ্যক। bbox=[48, 857, 238, 902]
classified-ad bbox=[252, 1220, 420, 1265]
classified-ad bbox=[252, 1123, 420, 1168]
column-divider bbox=[947, 167, 948, 1269]
classified-ad bbox=[252, 1268, 420, 1313]
venue-value: কক্ষ নং ১০৫, সঙ্গীত, নৃত্য ও আবৃত্তি ভবন bbox=[671, 1411, 868, 1424]
classified-ad bbox=[252, 1596, 420, 1656]
news-column-2 bbox=[252, 167, 420, 1787]
classified-code: সি: ৪২৬২/২৩ bbox=[180, 988, 238, 1000]
table-header: দ্রব্যের বিবরণ bbox=[491, 1813, 642, 1852]
headline-alliance: অসাধু সিন্ডিকেট ভাঙতে হবে bbox=[274, 625, 398, 672]
tender-selling-date: 07-Jun2023 11:00 bbox=[1255, 1682, 1395, 1750]
classified-text: প্লটবিক্রয়: পূর্বাচল ৩০৩ বাংলাদেশ সম্পূর্ণ রেডি এবং বসবাসযোগ্য প্লট বিক্রয়। bbox=[48, 1200, 238, 1229]
tender-id: 837644 bbox=[1212, 1750, 1255, 1808]
article-body: শেষ হলো প্রথম দফার পরীক্ষা। পরীক্ষার্থীরা সুষ্ঠুভাবে পরীক্ষা দিয়েছে। পরবর্তী দফার পরীক্ষা আগামী সপ্তাহে অনুষ্ঠিত হবে। bbox=[1298, 695, 1520, 742]
item-number: 3 bbox=[449, 1915, 491, 1946]
